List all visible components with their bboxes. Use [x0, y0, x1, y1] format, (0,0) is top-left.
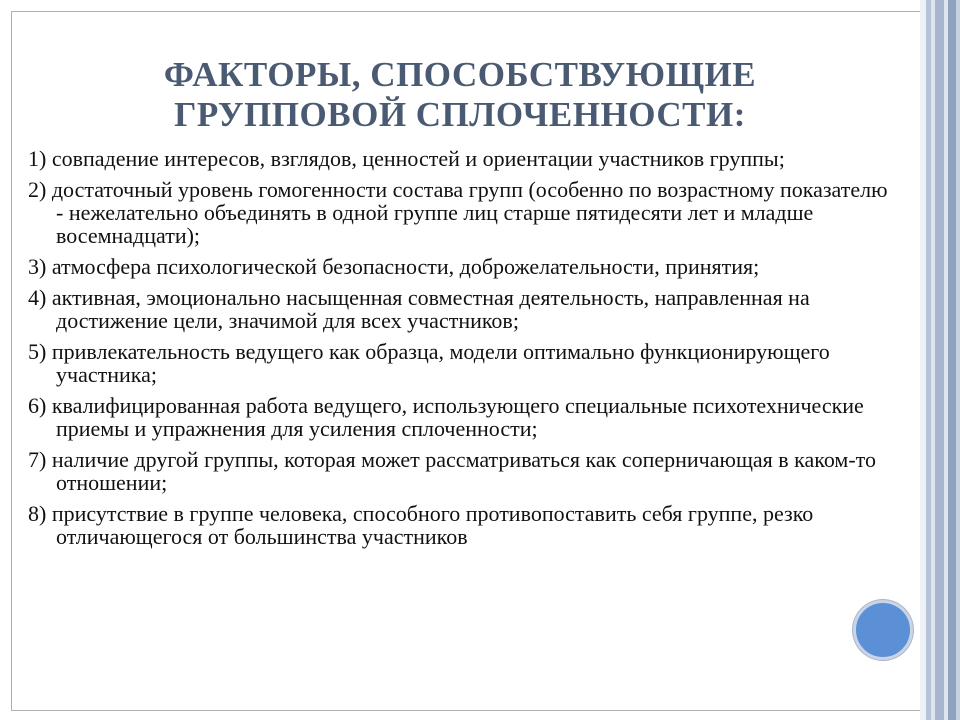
stripe: [935, 0, 944, 720]
list-item: 5) привлекательность ведущего как образца, модели оптимально функционирующего участника;: [28, 339, 830, 387]
stripe: [956, 0, 960, 720]
list-item: 4) активная, эмоционально насыщенная совместная деятельность, направленная на достижение цели, значимой для всех участников;: [28, 285, 810, 333]
decorative-side-stripes: [920, 0, 960, 720]
list-item: 8) присутствие в группе человека, способного противопоставить себя группе, резко отличающегося от большинства участников: [28, 501, 814, 549]
list-item: 6) квалифицированная работа ведущего, использующего специальные психотехнические приемы и упражнения для усиления сплоченности;: [28, 393, 864, 441]
title-line-1: ФАКТОРЫ, СПОСОБСТВУЮЩИЕ: [163, 55, 757, 94]
factor-list: [28, 147, 898, 556]
list-item: 2) достаточный уровень гомогенности состава групп (особенно по возрастному показателю - нежелательно объединять в одной группе лиц старше пятидесяти лет и младше восемнадцати);: [28, 177, 888, 248]
list-item: 1) совпадение интересов, взглядов, ценностей и ориентации участников группы;: [28, 146, 785, 171]
stripe: [948, 0, 956, 720]
list-item: 7) наличие другой группы, которая может рассматриваться как соперничающая в каком-то отношении;: [28, 447, 876, 495]
list-item: 3) атмосфера психологической безопасности, доброжелательности, принятия;: [28, 254, 760, 279]
title-line-2: ГРУППОВОЙ СПЛОЧЕННОСТИ:: [174, 95, 746, 134]
slide-title: [40, 55, 880, 135]
blue-circle-icon: [853, 600, 913, 660]
